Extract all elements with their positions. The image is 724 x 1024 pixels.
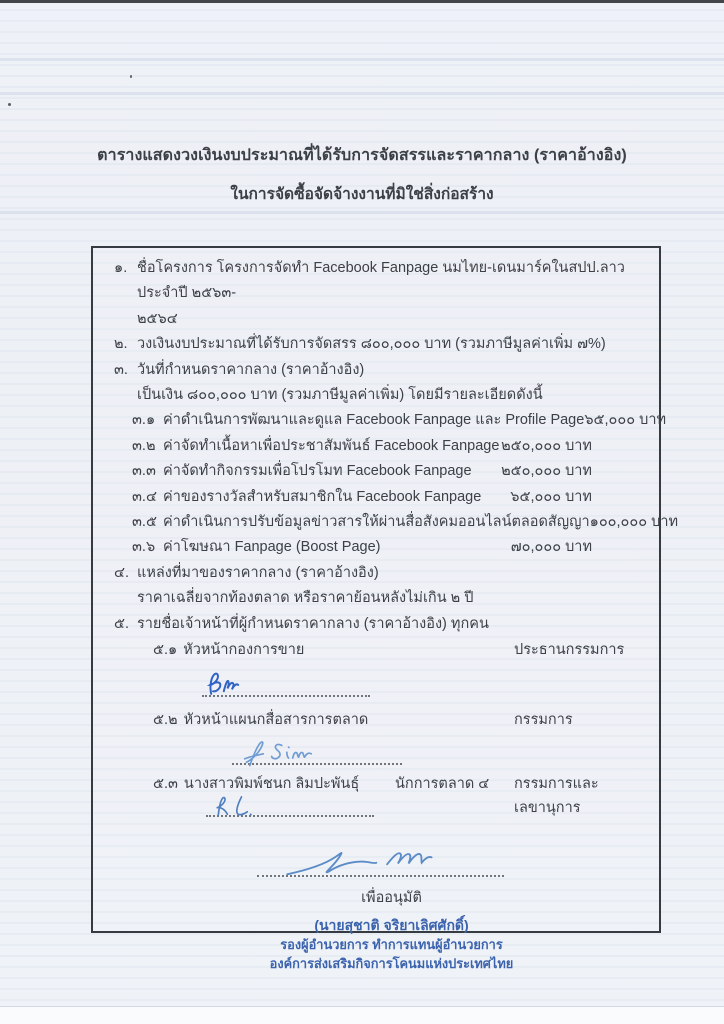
document-subtitle: ในการจัดซื้อจัดจ้างงานที่มิใช่สิ่งก่อสร้าง <box>230 186 494 203</box>
item-number: ๕. <box>114 615 130 632</box>
list-item-4 <box>114 561 641 586</box>
item-number: ๓. <box>114 361 128 378</box>
item-text: วันที่กำหนดราคากลาง (ราคาอ้างอิง) <box>137 361 365 378</box>
cost-row-3-5 <box>114 510 679 535</box>
sub-item-number: ๕.๒ <box>153 712 178 729</box>
signer-role: กรรมการ <box>514 712 573 729</box>
scan-edge-artifact-bottom <box>0 1006 724 1024</box>
item-number: ๔. <box>114 564 130 581</box>
document-content-box <box>91 246 679 972</box>
signature-line-1 <box>202 671 370 697</box>
scan-streak <box>0 92 724 95</box>
sub-item-number: ๕.๓ <box>153 776 178 793</box>
cost-label: ค่าจัดทำกิจกรรมเพื่อโปรโมท Facebook Fanpage <box>163 463 472 480</box>
approver-name: (นายสุชาติ จริยาเลิศศักดิ์) <box>314 917 469 934</box>
cost-label: ค่าดำเนินการพัฒนาและดูแล Facebook Fanpage และ Profile Page <box>163 412 585 429</box>
document-title: ตารางแสดงวงเงินงบประมาณที่ได้รับการจัดสรรและราคากลาง (ราคาอ้างอิง) <box>97 147 627 164</box>
signer-title: หัวหน้ากองการขาย <box>183 642 305 659</box>
item-text: วงเงินงบประมาณที่ได้รับการจัดสรร ๘๐๐,๐๐๐ บาท (รวมภาษีมูลค่าเพิ่ม ๗%) <box>137 336 606 353</box>
cost-row-3-3 <box>114 459 641 484</box>
cost-amount: ๖๕,๐๐๐ บาท <box>584 412 667 429</box>
signer-title: หัวหน้าแผนกสื่อสารการตลาด <box>183 712 369 729</box>
cost-label: ค่าโฆษณา Fanpage (Boost Page) <box>163 539 381 556</box>
item-text: แหล่งที่มาของราคากลาง (ราคาอ้างอิง) <box>137 564 379 581</box>
sub-item-number: ๓.๔ <box>132 488 157 505</box>
signature-line-3 <box>206 793 374 817</box>
approver-title-line-2: องค์การส่งเสริมกิจการโคนมแห่งประเทศไทย <box>269 956 514 972</box>
list-item-1-continuation: ๒๕๖๔ <box>137 310 178 327</box>
cost-label: ค่าดำเนินการปรับข้อมูลข่าวสารให้ผ่านสื่อสังคมออนไลน์ตลอดสัญญา <box>163 514 590 531</box>
sub-item-number: ๓.๓ <box>132 463 156 480</box>
cost-row-3-2 <box>114 434 641 459</box>
cost-row-3-4 <box>114 485 641 510</box>
list-item-5 <box>114 612 641 637</box>
cost-row-3-1 <box>114 408 667 433</box>
cost-amount: ๖๕,๐๐๐ บาท <box>510 488 592 505</box>
cost-amount: ๗๐,๐๐๐ บาท <box>510 539 592 556</box>
sub-item-number: ๓.๒ <box>132 437 156 454</box>
item-number: ๑. <box>114 260 128 276</box>
signer-position: นักการตลาด ๔ <box>395 776 490 793</box>
scan-speck <box>130 75 132 78</box>
approver-stamp <box>128 916 655 973</box>
item-number: ๒. <box>114 336 128 353</box>
signer-title: นางสาวพิมพ์ชนก ลิมปะพันธุ์ <box>183 776 360 793</box>
list-item-3 <box>114 358 641 383</box>
signer-row-5-1 <box>114 638 641 662</box>
cost-row-3-6 <box>114 535 641 560</box>
sub-item-number: ๕.๑ <box>153 642 178 659</box>
cost-amount: ๒๕๐,๐๐๐ บาท <box>501 437 592 454</box>
scan-edge-artifact <box>0 0 724 3</box>
approver-title-line-1: รองผู้อำนวยการ ทำการแทนผู้อำนวยการ <box>280 937 503 953</box>
list-item-3-continuation: เป็นเงิน ๘๐๐,๐๐๐ บาท (รวมภาษีมูลค่าเพิ่ม) โดยมีรายละเอียดดังนี้ <box>137 387 543 404</box>
list-item-1 <box>114 256 641 307</box>
approval-caption: เพื่ออนุมัติ <box>361 890 422 907</box>
list-item-2 <box>114 332 641 357</box>
signature-line-2 <box>232 737 402 765</box>
scan-speck <box>8 103 11 106</box>
cost-amount: ๑๐๐,๐๐๐ บาท <box>589 514 679 531</box>
sub-item-number: ๓.๑ <box>132 412 156 429</box>
item-text: ชื่อโครงการ โครงการจัดทำ Facebook Fanpage นมไทย-เดนมาร์คในสปป.ลาว ประจำปี ๒๕๖๓- <box>137 260 625 302</box>
scan-streak <box>0 211 724 214</box>
scan-streak <box>0 58 724 61</box>
cost-label: ค่าของรางวัลสำหรับสมาชิกใน Facebook Fanpage <box>163 488 482 505</box>
signer-row-5-2 <box>114 708 641 732</box>
signer-row-5-3 <box>114 772 641 817</box>
signer-role: กรรมการและเลขานุการ <box>514 776 599 817</box>
list-item-4-continuation: ราคาเฉลี่ยจากท้องตลาด หรือราคาย้อนหลังไม่เกิน ๒ ปี <box>137 590 474 607</box>
signature-ink-1 <box>204 669 258 699</box>
item-text: รายชื่อเจ้าหน้าที่ผู้กำหนดราคากลาง (ราคาอ้างอิง) ทุกคน <box>137 615 489 632</box>
document-body <box>93 248 679 973</box>
cost-amount: ๒๕๐,๐๐๐ บาท <box>501 463 592 480</box>
sub-item-number: ๓.๖ <box>132 539 156 556</box>
approval-signature-ink <box>281 843 477 881</box>
signature-ink-2 <box>238 735 318 771</box>
cost-label: ค่าจัดทำเนื้อหาเพื่อประชาสัมพันธ์ Facebook Fanpage <box>163 437 500 454</box>
signer-role: ประธานกรรมการ <box>514 642 625 659</box>
sub-item-number: ๓.๕ <box>132 514 157 531</box>
signature-ink-3 <box>210 793 268 819</box>
approval-signature-line <box>257 847 504 877</box>
